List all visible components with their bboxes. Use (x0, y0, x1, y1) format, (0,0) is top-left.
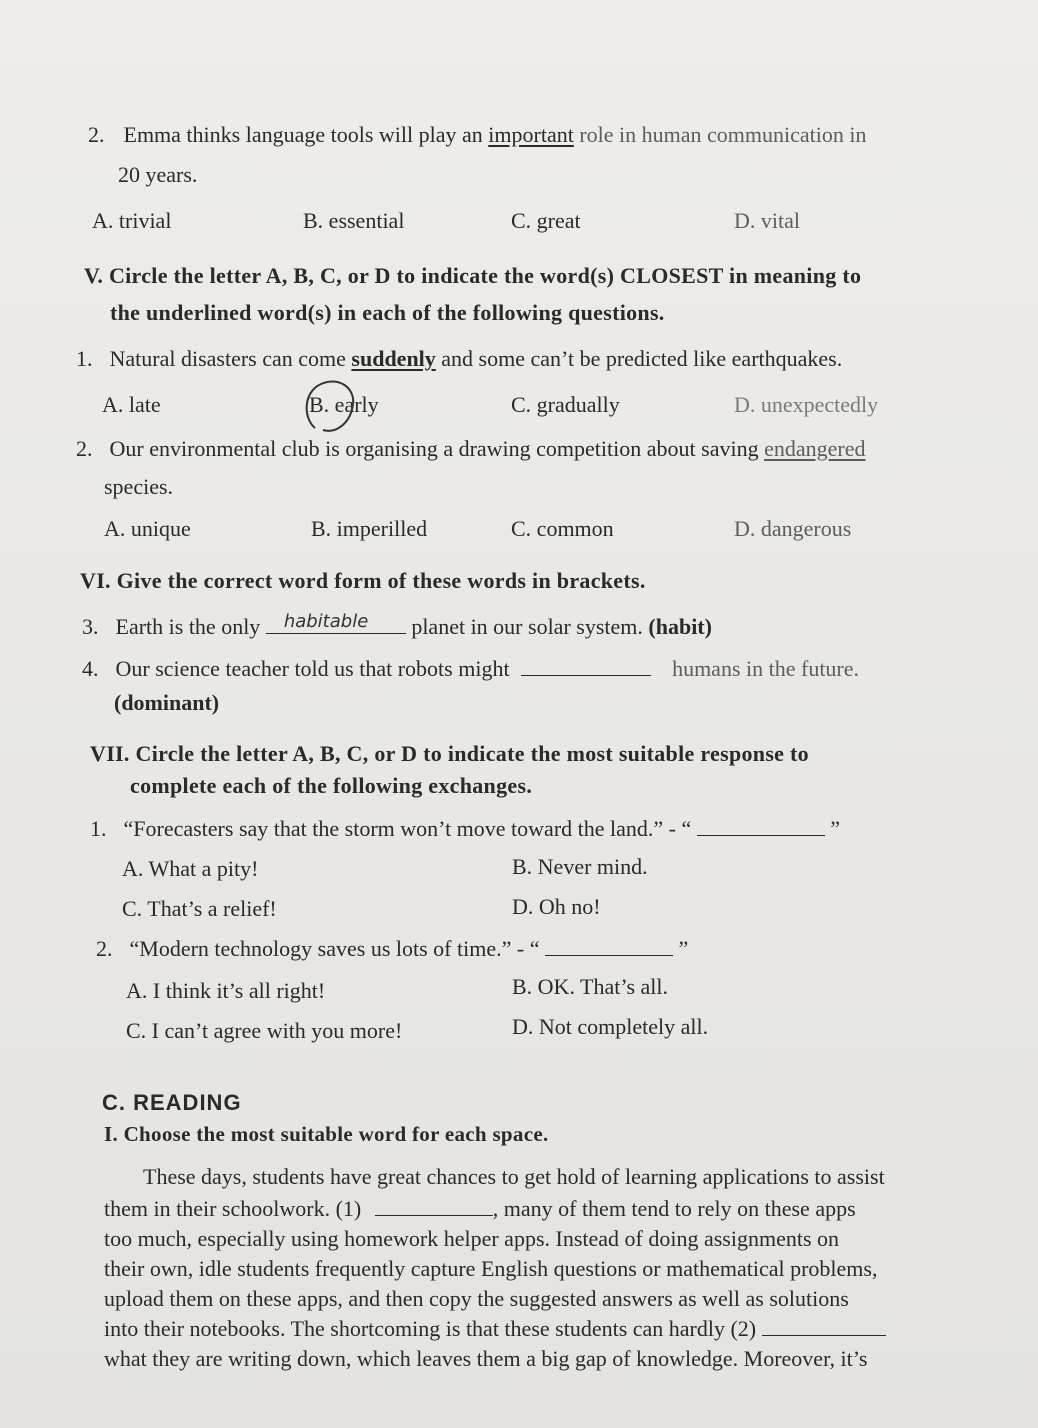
underlined-word: endangered (764, 436, 866, 461)
question-number: 1. (76, 346, 93, 371)
underlined-word: suddenly (351, 346, 436, 371)
answer-blank[interactable] (266, 611, 406, 634)
option-a[interactable]: A. trivial (92, 208, 172, 233)
option-d[interactable]: D. Oh no! (512, 894, 601, 919)
circled-answer-mark (301, 378, 361, 436)
option-c[interactable]: C. gradually (511, 392, 620, 417)
question-text: Our science teacher told us that robots might (115, 656, 510, 681)
option-d[interactable]: D. unexpectedly (734, 392, 879, 417)
question-text: Our environmental club is organising a drawing competition about saving (109, 436, 759, 461)
answer-blank[interactable] (545, 937, 673, 956)
reading-line-2 (104, 1196, 856, 1222)
section-vi-instruction: VI. Give the correct word form of these words in brackets. (80, 568, 646, 593)
question-2-prompt (88, 122, 867, 148)
reading-text: upload them on these apps, and then copy the suggested answers as well as solutions (104, 1286, 849, 1311)
question-text: Earth is the only (115, 614, 261, 639)
option-b[interactable]: B. OK. That’s all. (512, 974, 669, 999)
underlined-word: important (488, 122, 574, 147)
section-vi-question-3 (82, 611, 712, 640)
reading-line-6 (104, 1316, 886, 1342)
question-number: 4. (82, 656, 99, 681)
section-vii-question-2 (96, 936, 688, 962)
reading-line-3 (104, 1226, 839, 1252)
question-text-tail: humans in the future. (672, 656, 860, 681)
section-vii-instruction: VII. Circle the letter A, B, C, or D to indicate the most suitable response to (90, 741, 809, 766)
option-c[interactable]: C. common (511, 516, 614, 541)
question-text: Natural disasters can come (109, 346, 346, 371)
option-a[interactable]: A. late (102, 392, 161, 417)
question-2-line2: 20 years. (118, 162, 198, 187)
option-b[interactable]: B. imperilled (311, 516, 428, 541)
closing-quote: ” (830, 816, 841, 841)
question-text: “Modern technology saves us lots of time.” - “ (129, 936, 540, 961)
option-a[interactable]: A. I think it’s all right! (126, 978, 326, 1003)
section-v-question-2-line2: species. (104, 474, 174, 499)
reading-heading: C. READING (102, 1090, 242, 1115)
reading-text: too much, especially using homework helper apps. Instead of doing assignments on (104, 1226, 840, 1251)
reading-text: These days, students have great chances to get hold of learning applications to assist (143, 1164, 885, 1189)
answer-blank[interactable] (521, 657, 651, 676)
answer-blank-2[interactable] (762, 1317, 886, 1336)
answer-blank[interactable] (697, 817, 825, 836)
reading-text: into their notebooks. The shortcoming is that these students can hardly (2) (104, 1316, 757, 1341)
question-text-tail: role in human communication in (579, 122, 867, 147)
option-a[interactable]: A. What a pity! (122, 856, 259, 881)
section-v-question-2 (76, 436, 865, 462)
option-c[interactable]: C. great (511, 208, 581, 233)
reading-line-5 (104, 1286, 849, 1312)
section-vii-question-1 (90, 816, 840, 842)
question-text-tail: and some can’t be predicted like earthquakes. (441, 346, 843, 371)
option-d[interactable]: D. dangerous (734, 516, 852, 541)
reading-text: , many of them tend to rely on these apps (492, 1196, 856, 1221)
section-v-instruction: V. Circle the letter A, B, C, or D to indicate the word(s) CLOSEST in meaning to (84, 263, 862, 288)
closing-quote: ” (678, 936, 689, 961)
question-number: 3. (82, 614, 99, 639)
reading-line-1 (143, 1164, 885, 1190)
option-b-label: B. early (309, 392, 379, 417)
question-text: Emma thinks language tools will play an (123, 122, 483, 147)
section-vii-instruction-line2: complete each of the following exchanges. (130, 773, 533, 798)
question-text: “Forecasters say that the storm won’t move toward the land.” - “ (123, 816, 692, 841)
option-b[interactable]: B. essential (303, 208, 405, 233)
word-hint: (dominant) (114, 690, 220, 715)
reading-line-7 (104, 1346, 867, 1372)
option-b[interactable] (309, 392, 379, 418)
reading-text: them in their schoolwork. (1) (104, 1196, 362, 1221)
reading-text: their own, idle students frequently capture English questions or mathematical problems, (104, 1256, 878, 1281)
reading-text: what they are writing down, which leaves them a big gap of knowledge. Moreover, it’s (104, 1346, 868, 1371)
question-number: 1. (90, 816, 107, 841)
section-v-instruction-line2: the underlined word(s) in each of the following questions. (110, 300, 665, 325)
question-number: 2. (76, 436, 93, 461)
option-c[interactable]: C. That’s a relief! (122, 896, 277, 921)
option-b[interactable]: B. Never mind. (512, 854, 648, 879)
section-vi-question-4 (82, 656, 859, 682)
question-number: 2. (88, 122, 105, 147)
word-hint: (habit) (648, 614, 712, 639)
reading-line-4 (104, 1256, 877, 1282)
option-a[interactable]: A. unique (104, 516, 191, 541)
option-d[interactable]: D. Not completely all. (512, 1014, 709, 1039)
question-text-tail: planet in our solar system. (411, 614, 643, 639)
option-d[interactable]: D. vital (734, 208, 800, 233)
option-c[interactable]: C. I can’t agree with you more! (126, 1018, 403, 1043)
reading-instruction: I. Choose the most suitable word for each space. (104, 1122, 549, 1146)
answer-blank-1[interactable] (375, 1197, 493, 1216)
section-v-question-1 (76, 346, 842, 372)
question-number: 2. (96, 936, 113, 961)
handwritten-answer: habitable (283, 611, 369, 632)
